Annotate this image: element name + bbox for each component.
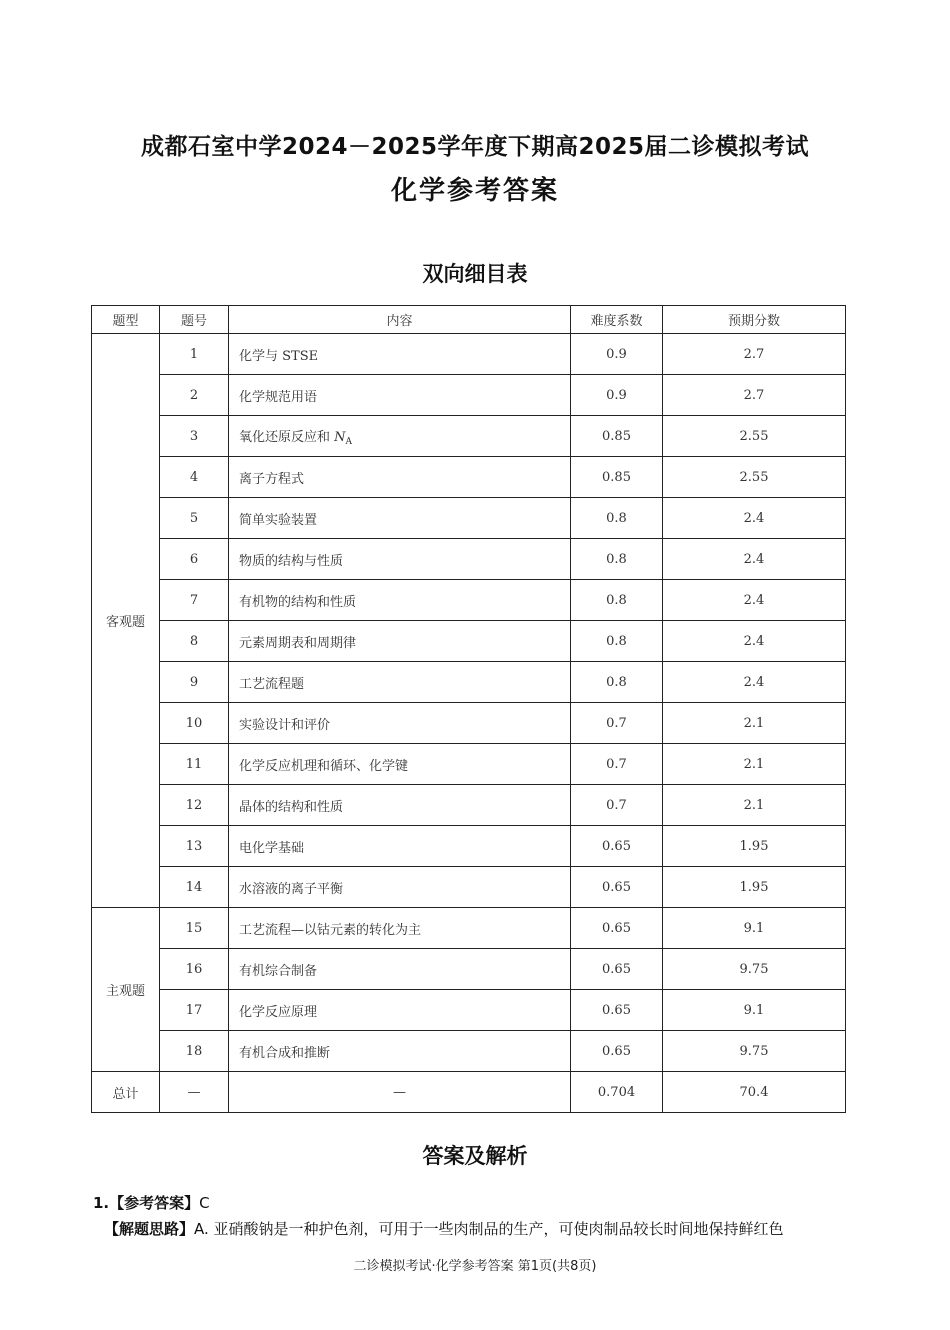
cell-number: 18 <box>160 1031 229 1072</box>
cell-content <box>229 826 571 867</box>
group-label-objective: 客观题 <box>92 334 160 908</box>
table-row <box>92 539 846 580</box>
content-text: 有机物的结构和性质 <box>239 594 357 610</box>
cell-score: 9.75 <box>663 1031 846 1072</box>
cell-content <box>229 744 571 785</box>
cell-score: 2.4 <box>663 662 846 703</box>
cell-content <box>229 785 571 826</box>
cell-difficulty: 0.8 <box>571 498 663 539</box>
cell-number: 14 <box>160 867 229 908</box>
cell-score: 2.4 <box>663 621 846 662</box>
content-text: 实验设计和评价 <box>239 717 331 733</box>
cell-score: 2.55 <box>663 416 846 457</box>
table-row <box>92 1031 846 1072</box>
table-row-total <box>92 1072 846 1113</box>
cell-difficulty: 0.65 <box>571 908 663 949</box>
table-row <box>92 949 846 990</box>
answer-tag: 【参考答案】 <box>109 1194 200 1212</box>
cell-number: 5 <box>160 498 229 539</box>
cell-score: 2.1 <box>663 744 846 785</box>
cell-difficulty: 0.9 <box>571 334 663 375</box>
content-text: 有机合成和推断 <box>239 1045 331 1061</box>
cell-number: 8 <box>160 621 229 662</box>
cell-content <box>229 539 571 580</box>
cell-content <box>229 334 571 375</box>
table-row <box>92 662 846 703</box>
table-row <box>92 908 846 949</box>
cell-number: 3 <box>160 416 229 457</box>
table-row <box>92 498 846 539</box>
spec-table-title: 双向细目表 <box>422 262 528 286</box>
column-header-content: 内容 <box>229 306 571 334</box>
content-text: 简单实验装置 <box>239 512 318 528</box>
table-row <box>92 826 846 867</box>
cell-score: 2.55 <box>663 457 846 498</box>
cell-number: 6 <box>160 539 229 580</box>
cell-difficulty: 0.7 <box>571 703 663 744</box>
content-text: 水溶液的离子平衡 <box>239 881 344 897</box>
answers-section-title: 答案及解析 <box>422 1144 528 1168</box>
total-label: 总计 <box>92 1072 160 1113</box>
cell-content <box>229 580 571 621</box>
content-text: 化学规范用语 <box>239 389 318 405</box>
cell-difficulty: 0.65 <box>571 826 663 867</box>
cell-difficulty: 0.8 <box>571 580 663 621</box>
table-row <box>92 580 846 621</box>
cell-score: 2.1 <box>663 785 846 826</box>
cell-difficulty: 0.7 <box>571 785 663 826</box>
cell-number: 7 <box>160 580 229 621</box>
table-row <box>92 785 846 826</box>
spec-table <box>91 305 846 1113</box>
content-text: 工艺流程—以钴元素的转化为主 <box>239 922 422 938</box>
cell-number: 13 <box>160 826 229 867</box>
cell-content <box>229 457 571 498</box>
cell-score: 2.1 <box>663 703 846 744</box>
cell-number: 1 <box>160 334 229 375</box>
table-row <box>92 744 846 785</box>
cell-difficulty: 0.8 <box>571 662 663 703</box>
cell-difficulty: 0.9 <box>571 375 663 416</box>
cell-score: 1.95 <box>663 867 846 908</box>
content-text: 工艺流程题 <box>239 676 305 692</box>
cell-difficulty: 0.7 <box>571 744 663 785</box>
cell-content <box>229 703 571 744</box>
total-difficulty: 0.704 <box>571 1072 663 1113</box>
cell-content <box>229 867 571 908</box>
table-row <box>92 990 846 1031</box>
content-text: 化学反应机理和循环、化学键 <box>239 758 409 774</box>
cell-number: 17 <box>160 990 229 1031</box>
cell-score: 9.1 <box>663 908 846 949</box>
cell-number: 4 <box>160 457 229 498</box>
content-text: 离子方程式 <box>239 471 305 487</box>
total-number: — <box>160 1072 229 1113</box>
column-header-score: 预期分数 <box>663 306 846 334</box>
cell-score: 9.1 <box>663 990 846 1031</box>
cell-difficulty: 0.85 <box>571 457 663 498</box>
analysis-tag: 【解题思路】 <box>104 1220 195 1238</box>
cell-score: 2.4 <box>663 498 846 539</box>
analysis-text: A. 亚硝酸钠是一种护色剂，可用于一些肉制品的生产，可使肉制品较长时间地保持鲜红色 <box>194 1220 784 1238</box>
table-row <box>92 703 846 744</box>
cell-content <box>229 990 571 1031</box>
cell-content <box>229 498 571 539</box>
table-row <box>92 375 846 416</box>
table-header-row <box>92 306 846 334</box>
cell-difficulty: 0.8 <box>571 621 663 662</box>
column-header-number: 题号 <box>160 306 229 334</box>
cell-number: 10 <box>160 703 229 744</box>
table-row <box>92 621 846 662</box>
cell-content <box>229 908 571 949</box>
cell-difficulty: 0.65 <box>571 949 663 990</box>
question-1-answer <box>93 1192 210 1213</box>
content-text: 化学与 STSE <box>239 348 319 364</box>
cell-score: 2.7 <box>663 375 846 416</box>
cell-content <box>229 1031 571 1072</box>
cell-number: 15 <box>160 908 229 949</box>
content-text: 物质的结构与性质 <box>239 553 344 569</box>
cell-number: 16 <box>160 949 229 990</box>
cell-difficulty: 0.65 <box>571 990 663 1031</box>
document-subtitle: 化学参考答案 <box>390 176 559 206</box>
table-row <box>92 457 846 498</box>
cell-content <box>229 416 571 457</box>
page-footer: 二诊模拟考试·化学参考答案 第1页(共8页) <box>353 1259 597 1274</box>
cell-content <box>229 662 571 703</box>
cell-score: 1.95 <box>663 826 846 867</box>
content-text: 元素周期表和周期律 <box>239 635 357 651</box>
table-row <box>92 334 846 375</box>
cell-number: 12 <box>160 785 229 826</box>
content-text: 电化学基础 <box>239 840 305 856</box>
question-1-analysis <box>104 1218 864 1239</box>
table-row <box>92 867 846 908</box>
avogadro-subscript: A <box>345 436 353 447</box>
table-row <box>92 416 846 457</box>
cell-difficulty: 0.85 <box>571 416 663 457</box>
cell-number: 11 <box>160 744 229 785</box>
cell-content <box>229 375 571 416</box>
column-header-difficulty: 难度系数 <box>571 306 663 334</box>
cell-difficulty: 0.65 <box>571 1031 663 1072</box>
column-header-type: 题型 <box>92 306 160 334</box>
group-label-subjective: 主观题 <box>92 908 160 1072</box>
content-text: 晶体的结构和性质 <box>239 799 344 815</box>
spec-table-body <box>92 334 846 1113</box>
total-content: — <box>229 1072 571 1113</box>
content-text: 有机综合制备 <box>239 963 318 979</box>
content-text: 氧化还原反应和 <box>239 429 335 445</box>
cell-score: 9.75 <box>663 949 846 990</box>
question-number: 1. <box>93 1194 110 1212</box>
cell-difficulty: 0.65 <box>571 867 663 908</box>
cell-number: 9 <box>160 662 229 703</box>
cell-number: 2 <box>160 375 229 416</box>
answer-value: C <box>199 1194 210 1212</box>
content-text: 化学反应原理 <box>239 1004 318 1020</box>
cell-content <box>229 949 571 990</box>
cell-content <box>229 621 571 662</box>
avogadro-symbol: N <box>334 429 346 445</box>
cell-difficulty: 0.8 <box>571 539 663 580</box>
total-score: 70.4 <box>663 1072 846 1113</box>
cell-score: 2.4 <box>663 539 846 580</box>
cell-score: 2.7 <box>663 334 846 375</box>
cell-score: 2.4 <box>663 580 846 621</box>
document-title: 成都石室中学2024－2025学年度下期高2025届二诊模拟考试 <box>140 134 810 160</box>
